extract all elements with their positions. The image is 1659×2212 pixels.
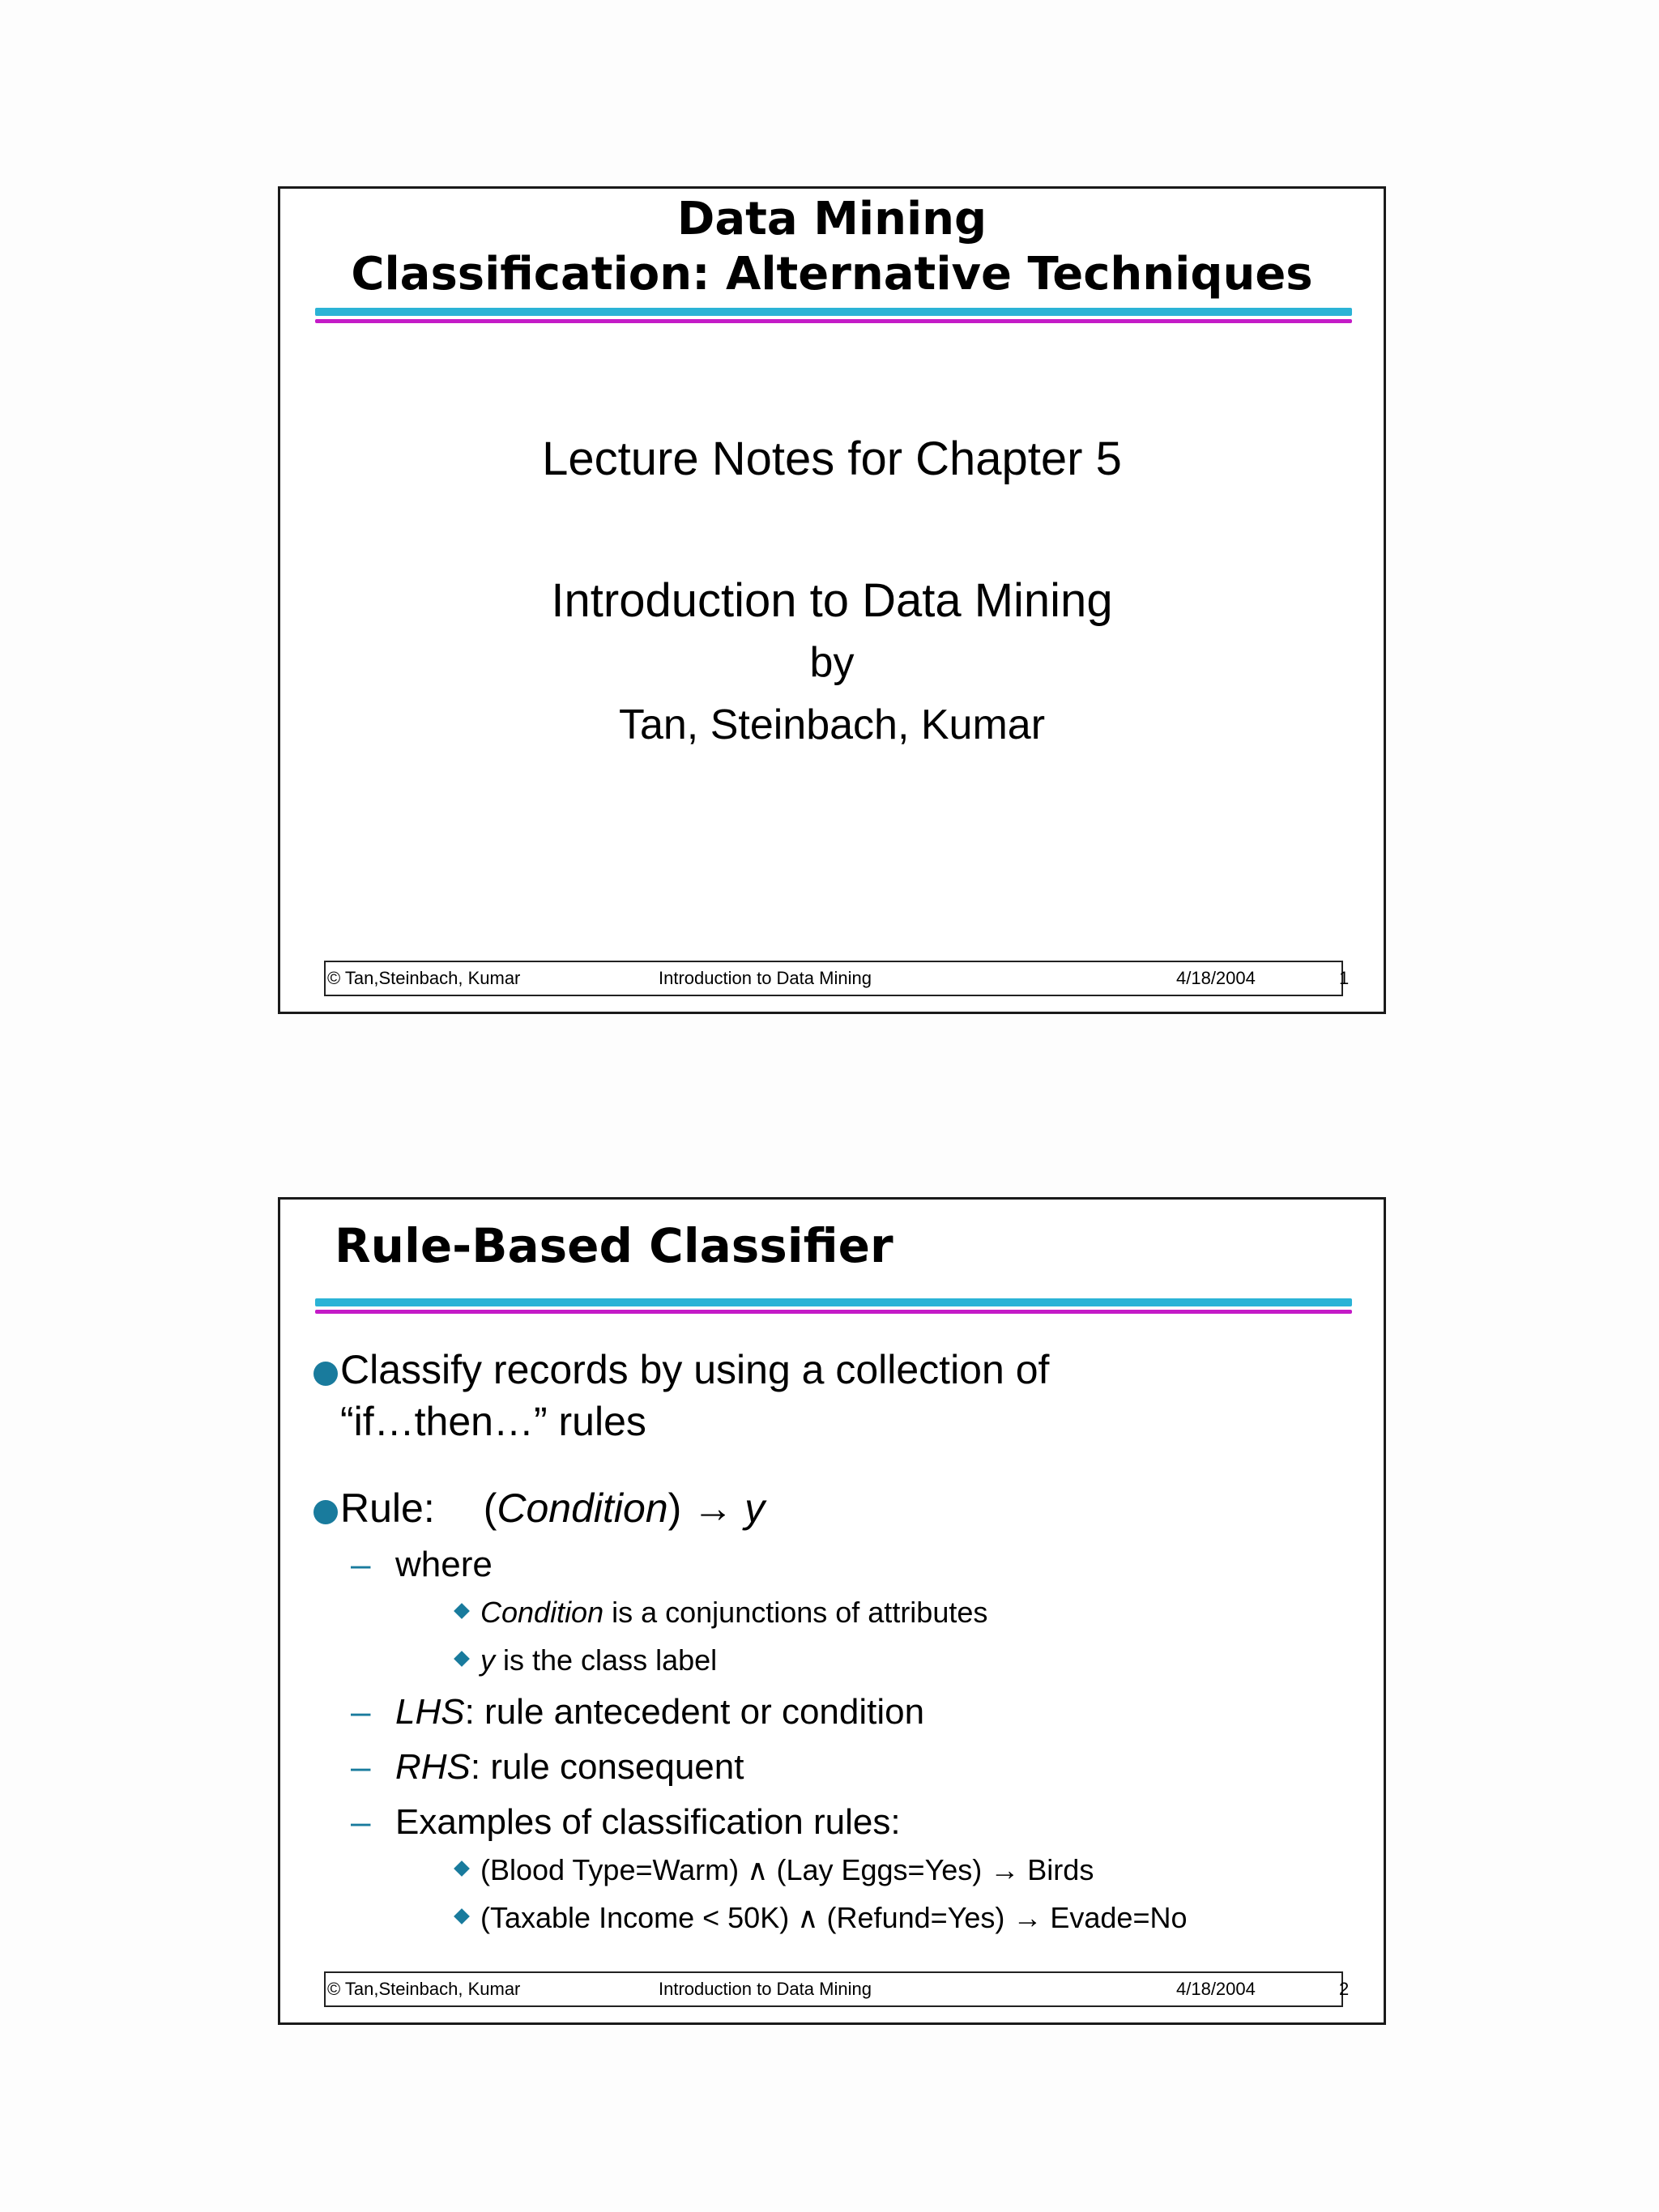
- sub-bullet-examples: [351, 1801, 901, 1844]
- rhs-term: RHS: [395, 1747, 471, 1787]
- bullet-dot-icon: [313, 1500, 338, 1524]
- examples-intro: Examples of classification rules:: [395, 1802, 901, 1842]
- condition-term: Condition: [480, 1596, 604, 1629]
- example-rule-2-text: (Taxable Income < 50K) ∧ (Refund=Yes) → Evade=No: [480, 1901, 1188, 1934]
- slide-1-title-line2: Classification: Alternative Techniques: [351, 248, 1313, 300]
- footer-date: 4/18/2004: [1176, 1979, 1256, 1999]
- sub-bullet-rhs: [351, 1745, 744, 1789]
- footer-page-number: 1: [1339, 968, 1350, 988]
- bullet-classify: [340, 1344, 1049, 1447]
- slide-2: [278, 1197, 1386, 2025]
- underline-cyan: [315, 308, 1352, 316]
- example-rule-1: [480, 1852, 1094, 1889]
- example-rule-1-text: (Blood Type=Warm) ∧ (Lay Eggs=Yes) → Birds: [480, 1853, 1094, 1886]
- lhs-definition: : rule antecedent or condition: [464, 1692, 925, 1732]
- slide-1-title-line1: Data Mining: [676, 193, 987, 245]
- by-text: by: [809, 639, 855, 686]
- diamond-bullet-icon: [454, 1651, 470, 1667]
- book-title: Introduction to Data Mining: [551, 574, 1113, 627]
- detail-class-label: [480, 1642, 717, 1679]
- footer-copyright: © Tan,Steinbach, Kumar: [327, 968, 521, 988]
- footer-title: Introduction to Data Mining: [659, 968, 872, 988]
- dash-bullet-icon: –: [351, 1802, 371, 1842]
- lecture-subtitle: Lecture Notes for Chapter 5: [542, 433, 1122, 485]
- bullet-rule: Rule: (Condition) → y: [340, 1482, 765, 1534]
- bullet-dot-icon: [313, 1362, 338, 1386]
- diamond-bullet-icon: [454, 1603, 470, 1619]
- condition-definition: is a conjunctions of attributes: [603, 1596, 988, 1629]
- where-text: where: [395, 1545, 493, 1584]
- footer-date: 4/18/2004: [1176, 968, 1256, 988]
- lhs-term: LHS: [395, 1692, 465, 1732]
- sub-bullet-where: [351, 1543, 493, 1587]
- slide-footer: [324, 1971, 1350, 2007]
- underline-cyan: [315, 1298, 1352, 1306]
- rule-arrow: →: [693, 1485, 734, 1531]
- diamond-bullet-icon: [454, 1908, 470, 1924]
- authors: Tan, Steinbach, Kumar: [618, 701, 1046, 748]
- dash-bullet-icon: –: [351, 1545, 371, 1584]
- rule-condition: Condition: [497, 1485, 668, 1531]
- bullet-classify-line1: Classify records by using a collection of: [340, 1347, 1050, 1392]
- slide-1: [278, 186, 1386, 1014]
- detail-condition: [480, 1594, 987, 1631]
- footer-page-number: 2: [1339, 1979, 1350, 1999]
- footer-copyright: © Tan,Steinbach, Kumar: [327, 1979, 521, 1999]
- underline-magenta: [315, 319, 1352, 323]
- bullet-classify-line2: “if…then…” rules: [340, 1399, 646, 1444]
- rule-label: Rule:: [340, 1485, 435, 1531]
- underline-magenta: [315, 1310, 1352, 1314]
- sub-bullet-lhs: [351, 1690, 925, 1734]
- dash-bullet-icon: –: [351, 1692, 371, 1732]
- y-definition: is the class label: [495, 1643, 718, 1677]
- diamond-bullet-icon: [454, 1860, 470, 1877]
- rule-class: y: [744, 1485, 766, 1531]
- slide-1-title: [280, 192, 1384, 302]
- example-rule-2: [480, 1899, 1188, 1937]
- rhs-definition: : rule consequent: [470, 1747, 744, 1787]
- footer-title: Introduction to Data Mining: [659, 1979, 872, 1999]
- slide-2-title: Rule-Based Classifier: [335, 1218, 893, 1273]
- slide-footer: [324, 961, 1350, 996]
- y-term: y: [480, 1643, 495, 1677]
- dash-bullet-icon: –: [351, 1747, 371, 1787]
